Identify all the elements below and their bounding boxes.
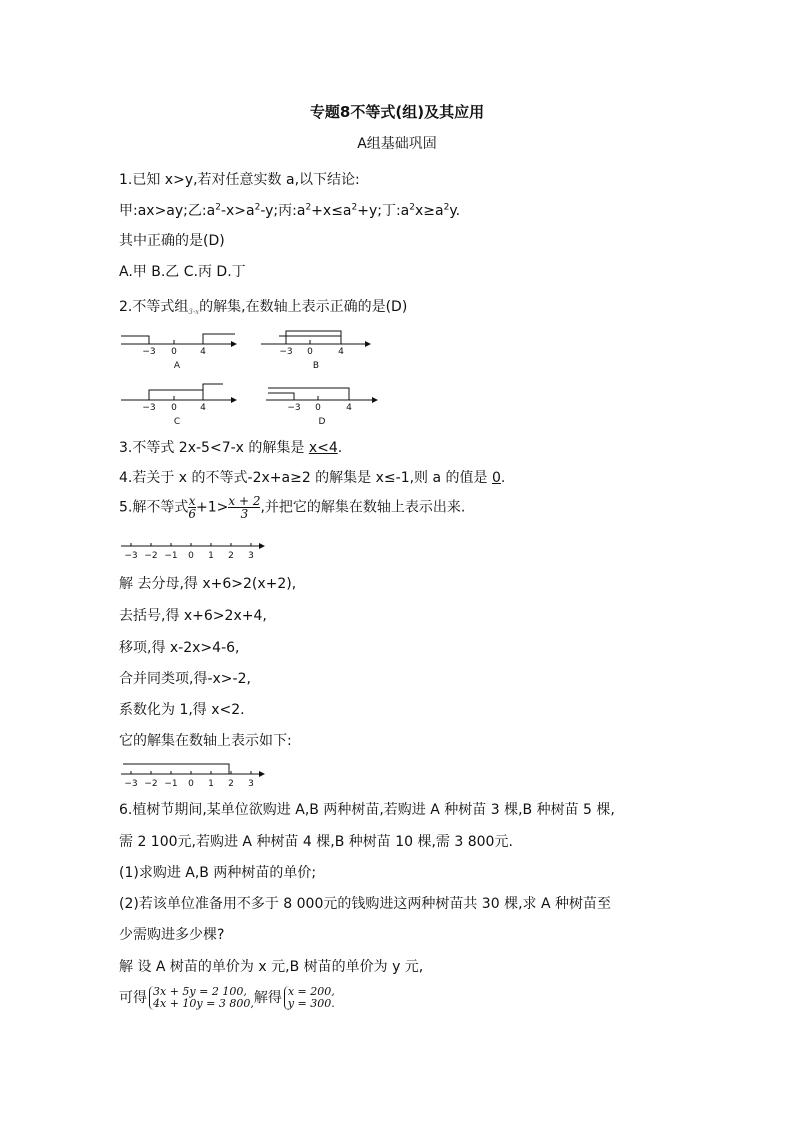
q6-solution: 可得 3x + 5y = 2 100, 4x + 10y = 3 800, 解得 x = 200, y = 300. <box>119 985 335 1010</box>
q2-numberline-d <box>264 382 382 430</box>
tick-label: 0 <box>171 403 177 413</box>
tick-label: 4 <box>338 347 344 357</box>
option-label: D <box>318 417 326 427</box>
tick-label: −3 <box>142 347 156 357</box>
tick-label: −3 <box>124 551 138 561</box>
tick-label: 0 <box>315 403 321 413</box>
tick-label: 1 <box>208 779 214 789</box>
q5-step-1: 解 去分母,得 x+6>2(x+2), <box>119 576 297 592</box>
q3-answer: x<4 <box>308 440 338 456</box>
tick-label: 2 <box>228 779 234 789</box>
q3-text: 3.不等式 2x-5<7-x 的解集是 x<4. <box>119 440 343 456</box>
q6-line-5: 少需购进多少棵? <box>119 927 225 943</box>
tick-label: 4 <box>200 403 206 413</box>
tick-label: 3 <box>248 779 254 789</box>
tick-label: 4 <box>346 403 352 413</box>
q5-step-3: 移项,得 x-2x>4-6, <box>119 640 240 656</box>
tick-label: −3 <box>142 403 156 413</box>
fraction: $\frac{x + 2}{3}$ <box>228 494 261 521</box>
q1-question: 其中正确的是(D) <box>119 233 225 249</box>
q5-empty-numberline <box>119 538 269 566</box>
q5-stem: 5.解不等式 $\frac{x}{6}$ +1> $\frac{x + 2}{3}$ ,并把它的解集在数轴上表示出来. <box>119 494 466 521</box>
q5-step-5: 系数化为 1,得 x<2. <box>119 702 245 718</box>
tick-label: 1 <box>208 551 214 561</box>
tick-label: −1 <box>164 551 178 561</box>
q5-step-2: 去括号,得 x+6>2x+4, <box>119 608 267 624</box>
option-label: A <box>173 361 181 371</box>
tick-label: 0 <box>171 347 177 357</box>
q2-numberline-a <box>119 326 239 374</box>
q1-choices: A.甲 B.乙 C.丙 D.丁 <box>119 264 246 280</box>
option-label: B <box>312 361 320 371</box>
tick-label: −3 <box>287 403 301 413</box>
q6-line-2: 需 2 100元,若购进 A 种树苗 4 棵,B 种树苗 10 棵,需 3 800元. <box>119 834 513 850</box>
option-label: C <box>173 417 181 427</box>
section-subtitle: A组基础巩固 <box>357 136 437 152</box>
q6-line-3: (1)求购进 A,B 两种树苗的单价; <box>119 865 317 881</box>
tick-label: 0 <box>188 779 194 789</box>
q1-stem: 1.已知 x>y,若对任意实数 a,以下结论: <box>119 172 360 188</box>
q2-numberline-c <box>119 382 239 430</box>
q6-line-4: (2)若该单位准备用不多于 8 000元的钱购进这两种树苗共 30 棵,求 A 种树苗至 <box>119 896 612 912</box>
tick-label: −2 <box>144 779 158 789</box>
q6-line-6: 解 设 A 树苗的单价为 x 元,B 树苗的单价为 y 元, <box>119 959 424 975</box>
q1-options: 甲:ax>ay;乙$:a^2-x>a^2-y$;丙$:a^2+x\le a^2+y$;丁$:a^2x\ge a^2y$. <box>119 202 461 219</box>
fraction: $\frac{x}{6}$ <box>188 494 196 521</box>
q4-answer: 0 <box>492 470 501 486</box>
solution-system: x = 200, y = 300. <box>284 986 335 1010</box>
q6-line-1: 6.植树节期间,某单位欲购进 A,B 两种树苗,若购进 A 种树苗 3 棵,B 种树苗 5 棵, <box>119 802 615 818</box>
tick-label: 0 <box>188 551 194 561</box>
tick-label: −1 <box>164 779 178 789</box>
tick-label: −2 <box>144 551 158 561</box>
q5-step-4: 合并同类项,得-x>-2, <box>119 671 251 687</box>
tick-label: −3 <box>279 347 293 357</box>
tick-label: 4 <box>200 347 206 357</box>
tick-label: 3 <box>248 551 254 561</box>
q2-numberline-b <box>259 326 374 374</box>
q4-text: 4.若关于 x 的不等式-2x+a≥2 的解集是 x≤-1,则 a 的值是 0. <box>119 470 506 486</box>
tick-label: −3 <box>124 779 138 789</box>
tick-label: 0 <box>307 347 313 357</box>
tick-label: 2 <box>228 551 234 561</box>
q5-solution-numberline <box>119 760 269 788</box>
page-title: 专题8不等式(组)及其应用 <box>309 103 485 121</box>
equation-system: 3x + 5y = 2 100, 4x + 10y = 3 800, <box>149 986 254 1010</box>
q5-step-6: 它的解集在数轴上表示如下: <box>119 733 292 749</box>
q2-stem: 2.不等式组$_{3-x}$的解集,在数轴上表示正确的是(D) <box>119 299 408 316</box>
